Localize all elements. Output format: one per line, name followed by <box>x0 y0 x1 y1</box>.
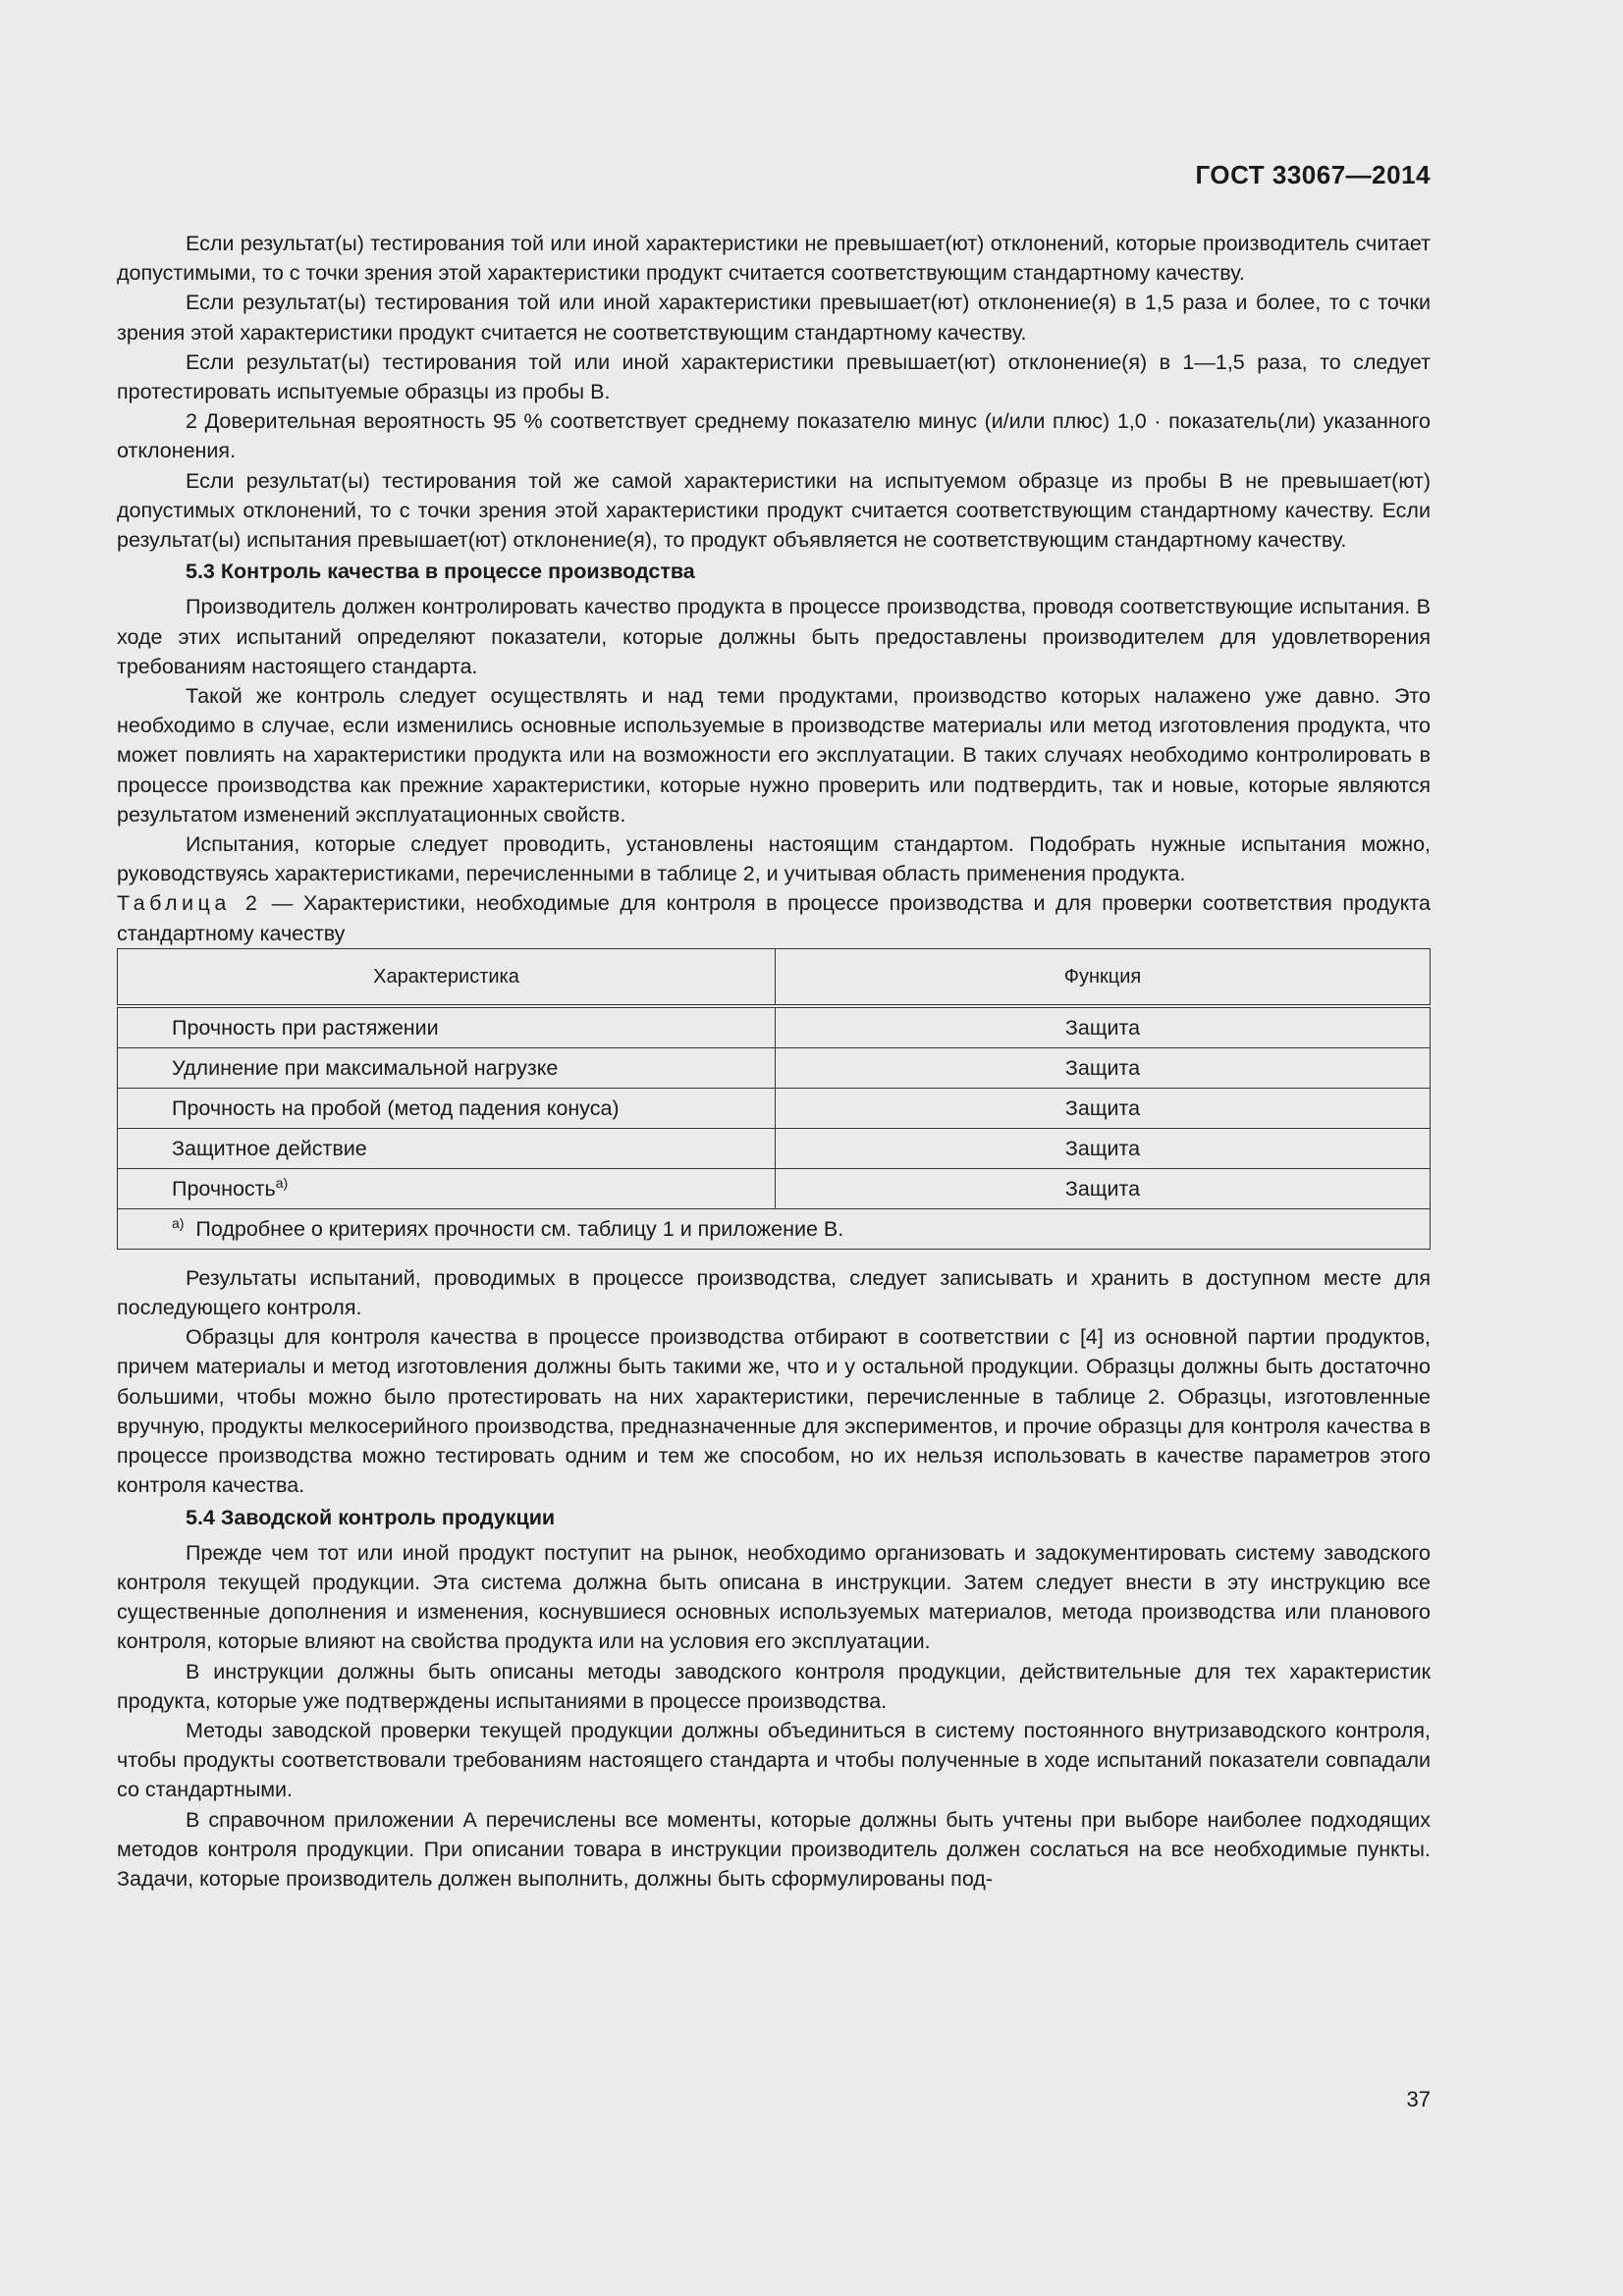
paragraph: Если результат(ы) тестирования той же самой характеристики на испытуемом образце из пробы В не превышает(ют) допустимых отклонений, то с точки зрения этой характеристики продукт считается соответствующим стандартному качеству. Если результат(ы) испытания превышает(ют) отклонение(я), то продукт объявляется не соответствующим стандартному качеству. <box>117 468 1431 553</box>
table-footnote-row <box>118 1208 1431 1249</box>
characteristics-table <box>117 948 1431 1250</box>
footnote-mark: а) <box>172 1214 185 1231</box>
cell-characteristic <box>118 1168 776 1208</box>
paragraph: Образцы для контроля качества в процессе производства отбирают в соответствии с [4] из основной партии продуктов, причем материалы и метод изготовления должны быть такими же, что и у остальной продукции. Образцы должны быть достаточно большими, чтобы можно было протестировать на них характеристики, перечисленные в таблице 2. Образцы, изготовленные вручную, продукты мелкосерийного производства, предназначенные для экспериментов, и прочие образцы для контроля качества в процессе производства можно тестировать одним и тем же способом, но их нельзя использовать в качестве параметров этого контроля качества. <box>117 1325 1431 1498</box>
paragraph: Если результат(ы) тестирования той или иной характеристики превышает(ют) отклонение(я) в 1—1,5 раза, то следует протестировать испытуемые образцы из пробы В. <box>117 349 1431 404</box>
table-caption-text: — Характеристики, необходимые для контроля в процессе производства и для проверки соответствия продукта стандартному качеству <box>117 891 1431 945</box>
paragraph: Методы заводской проверки текущей продукции должны объединиться в систему постоянного внутризаводского контроля, чтобы продукты соответствовали требованиям настоящего стандарта и чтобы полученные в ходе испытаний показатели совпадали со стандартными. <box>117 1718 1431 1802</box>
table-header-row <box>118 948 1431 1006</box>
table-caption-label: Таблица 2 <box>117 891 262 916</box>
table-row <box>118 1168 1431 1208</box>
cell-function: Защита <box>776 1006 1431 1048</box>
table-row <box>118 1047 1431 1088</box>
paragraph: Прежде чем тот или иной продукт поступит на рынок, необходимо организовать и задокументировать систему заводского контроля текущей продукции. Эта система должна быть описана в инструкции. Затем следует внести в эту инструкцию все существенные дополнения и изменения, коснувшиеся основных используемых материалов, метода производства или планового контроля, которые влияют на свойства продукта или на условия его эксплуатации. <box>117 1540 1431 1654</box>
paragraph: Если результат(ы) тестирования той или иной характеристики превышает(ют) отклонение(я) в 1,5 раза и более, то с точки зрения этой характеристики продукт считается не соответствующим стандартному качеству. <box>117 291 1431 345</box>
paragraph: Если результат(ы) тестирования той или иной характеристики не превышает(ют) отклонений, которые производитель считает допустимыми, то с точки зрения этой характеристики продукт считается соответствующим стандартному качеству. <box>117 232 1431 286</box>
cell-function: Защита <box>776 1088 1431 1128</box>
document-header: ГОСТ 33067—2014 <box>1195 160 1431 189</box>
cell-function: Защита <box>776 1128 1431 1168</box>
table-row <box>118 1006 1431 1048</box>
paragraph: В инструкции должны быть описаны методы заводского контроля продукции, действительные для тех характеристик продукта, которые уже подтверждены испытаниями в процессе производства. <box>117 1659 1431 1713</box>
cell-function: Защита <box>776 1047 1431 1088</box>
paragraph: Результаты испытаний, проводимых в процессе производства, следует записывать и хранить в доступном месте для последующего контроля. <box>117 1265 1431 1320</box>
section-heading-5-3: 5.3 Контроль качества в процессе производства <box>186 560 695 584</box>
footnote-reference: а) <box>275 1174 289 1191</box>
cell-characteristic-text: Прочность <box>172 1176 276 1201</box>
table-footnote <box>118 1208 1431 1249</box>
cell-characteristic: Защитное действие <box>118 1128 776 1168</box>
column-header-function: Функция <box>776 948 1431 1006</box>
section-heading-5-4: 5.4 Заводской контроль продукции <box>186 1505 556 1529</box>
table-row <box>118 1088 1431 1128</box>
cell-function: Защита <box>776 1168 1431 1208</box>
note-paragraph: 2 Доверительная вероятность 95 % соответствует среднему показателю минус (и/или плюс) 1,0 · показатель(ли) указанного отклонения. <box>117 409 1431 463</box>
paragraph: Испытания, которые следует проводить, установлены настоящим стандартом. Подобрать нужные испытания можно, руководствуясь характеристиками, перечисленными в таблице 2, и учитывая область применения продукта. <box>117 832 1431 886</box>
cell-characteristic: Прочность на пробой (метод падения конуса) <box>118 1088 776 1128</box>
paragraph: Такой же контроль следует осуществлять и над теми продуктами, производство которых налажено уже давно. Это необходимо в случае, если изменились основные используемые в производстве материалы или метод изготовления продукта, что может повлиять на характеристики продукта или на возможности его эксплуатации. В таких случаях необходимо контролировать в процессе производства как прежние характеристики, которые нужно проверить или подтвердить, так и новые, которые являются результатом изменений эксплуатационных свойств. <box>117 684 1431 827</box>
page-content <box>117 229 1431 1894</box>
table-caption <box>117 888 1431 947</box>
footnote-text: Подробнее о критериях прочности см. таблицу 1 и приложение В. <box>195 1216 844 1241</box>
table-row <box>118 1128 1431 1168</box>
page-number: 37 <box>1406 2087 1431 2111</box>
paragraph: Производитель должен контролировать качество продукта в процессе производства, проводя соответствующие испытания. В ходе этих испытаний определяют показатели, которые должны быть предоставлены производителем для удовлетворения требованиям настоящего стандарта. <box>117 595 1431 678</box>
cell-characteristic: Прочность при растяжении <box>118 1006 776 1048</box>
cell-characteristic: Удлинение при максимальной нагрузке <box>118 1047 776 1088</box>
paragraph: В справочном приложении А перечислены все моменты, которые должны быть учтены при выборе наиболее подходящих методов контроля продукции. При описании товара в инструкции производитель должен сослаться на все необходимые пункты. Задачи, которые производитель должен выполнить, должны быть сформулированы под- <box>117 1807 1431 1891</box>
column-header-characteristic: Характеристика <box>118 948 776 1006</box>
